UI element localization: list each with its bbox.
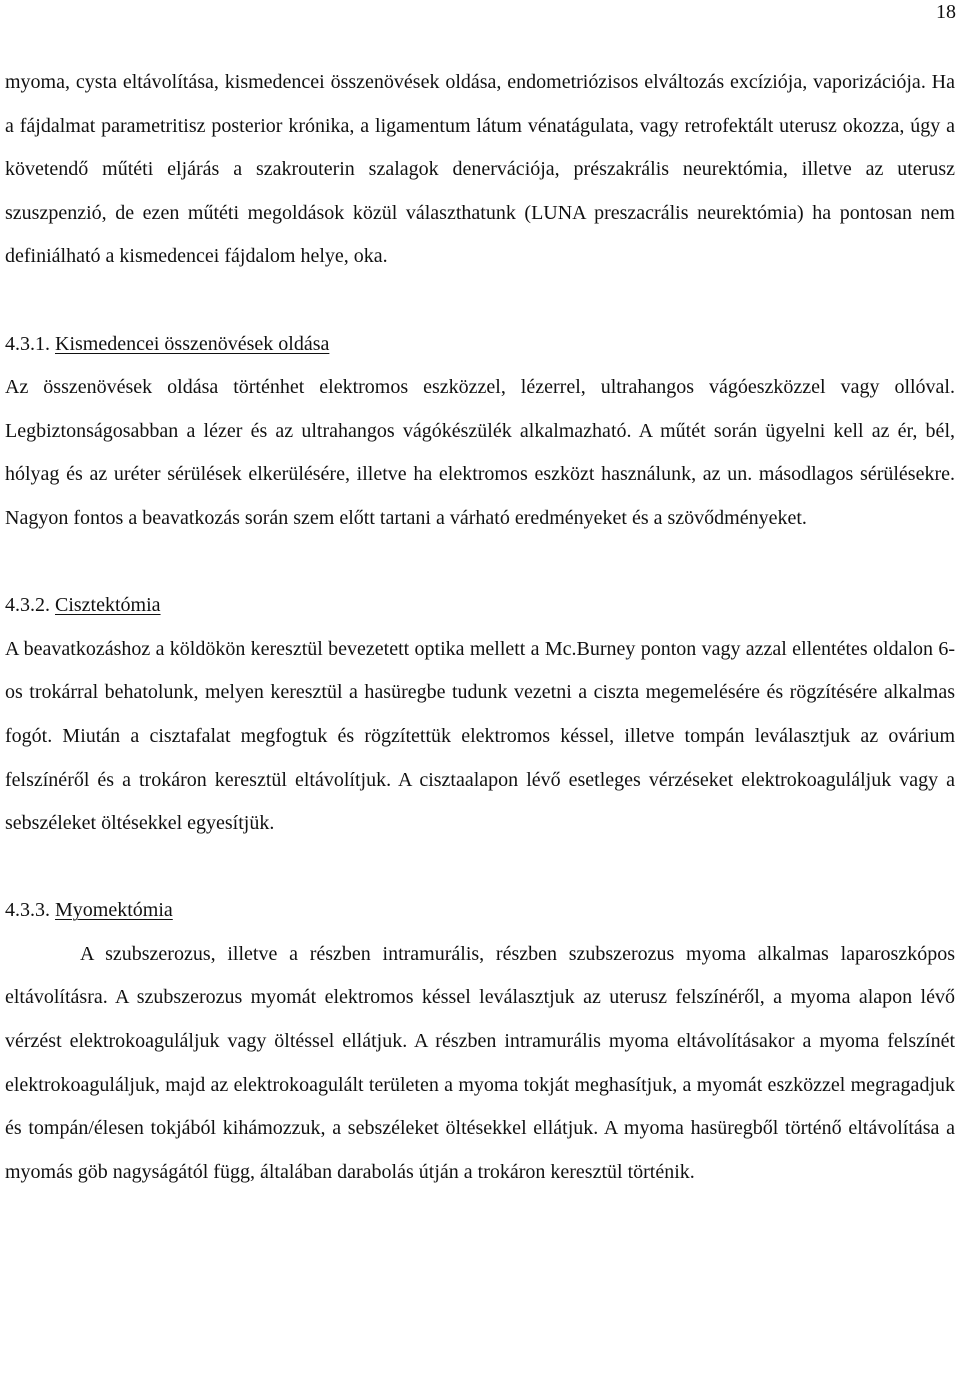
document-body [5, 61, 955, 1194]
section-adhesiolysis [5, 323, 955, 541]
section-heading [5, 323, 955, 367]
section-gap [5, 279, 955, 323]
section-myomectomy [5, 889, 955, 1194]
section-gap [5, 541, 955, 585]
intro-paragraph: myoma, cysta eltávolítása, kismedencei összenövések oldása, endometriózisos elváltozás excíziója, vaporizációja. Ha a fájdalmat parametritisz posterior krónika, a ligamentum látum vénatágulata, vagy retrofektált uterusz okozza, úgy a követendő műtéti eljárás a szakrouterin szalagok denervációja, prészakrális neurektómia, illetve az uterusz szuszpenzió, de ezen műtéti megoldások közül választhatunk (LUNA preszacrális neurektómia) ha pontosan nem definiálható a kismedencei fájdalom helye, oka. [5, 71, 955, 268]
section-paragraph: A beavatkozáshoz a köldökön keresztül bevezetett optika mellett a Mc.Burney ponton vagy azzal ellentétes oldalon 6-os trokárral behatolunk, melyen keresztül a hasüregbe tudunk vezetni a ciszta megemelésére és rögzítésére alkalmas fogót. Miután a cisztafalat megfogtuk és rögzítettük elektromos késsel, illetve tompán leválasztjuk az ovárium felszínéről és a trokáron keresztül eltávolítjuk. A cisztaalapon lévő esetleges vérzéseket elektrokoaguláljuk vagy a sebszéleket öltésekkel egyesítjük. [5, 637, 955, 835]
section-cystectomy [5, 584, 955, 846]
section-number: 4.3.2. [5, 594, 50, 617]
section-title: Cisztektómia [55, 594, 161, 617]
section-heading [5, 584, 955, 628]
section-number: 4.3.1. [5, 332, 50, 355]
section-number: 4.3.3. [5, 899, 50, 922]
page-number: 18 [936, 1, 956, 23]
section-heading [5, 889, 955, 933]
section-title: Myomektómia [55, 899, 173, 922]
section-title: Kismedencei összenövések oldása [55, 332, 330, 355]
section-paragraph: A szubszerozus, illetve a részben intramurális, részben szubszerozus myoma alkalmas laparoszkópos eltávolításra. A szubszerozus myomát elektromos késsel leválasztjuk az uterusz felszínéről, a myoma alapon lévő vérzést elektrokoaguláljuk vagy öltéssel ellátjuk. A részben intramurális myoma eltávolításakor a myoma felszínét elektrokoaguláljuk, majd az elektrokoagulált területen a myoma tokját meghasítjuk, a myomát eszközzel megragadjuk és tompán/élesen tokjából kihámozzuk, a sebszéleket öltésekkel ellátjuk. A myoma hasüregből történő eltávolítása a myomás göb nagyságától függ, általában darabolás útján a trokáron keresztül történik. [5, 942, 955, 1183]
section-gap [5, 846, 955, 890]
section-paragraph: Az összenövések oldása történhet elektromos eszközzel, lézerrel, ultrahangos vágóeszközzel vagy ollóval. Legbiztonságosabban a lézer és az ultrahangos vágókészülék alkalmazható. A műtét során ügyelni kell az ér, bél, hólyag és az uréter sérülések elkerülésére, illetve ha elektromos eszközt használunk, az un. másodlagos sérülésekre. Nagyon fontos a beavatkozás során szem előtt tartani a várható eredményeket és a szövődményeket. [5, 376, 955, 529]
